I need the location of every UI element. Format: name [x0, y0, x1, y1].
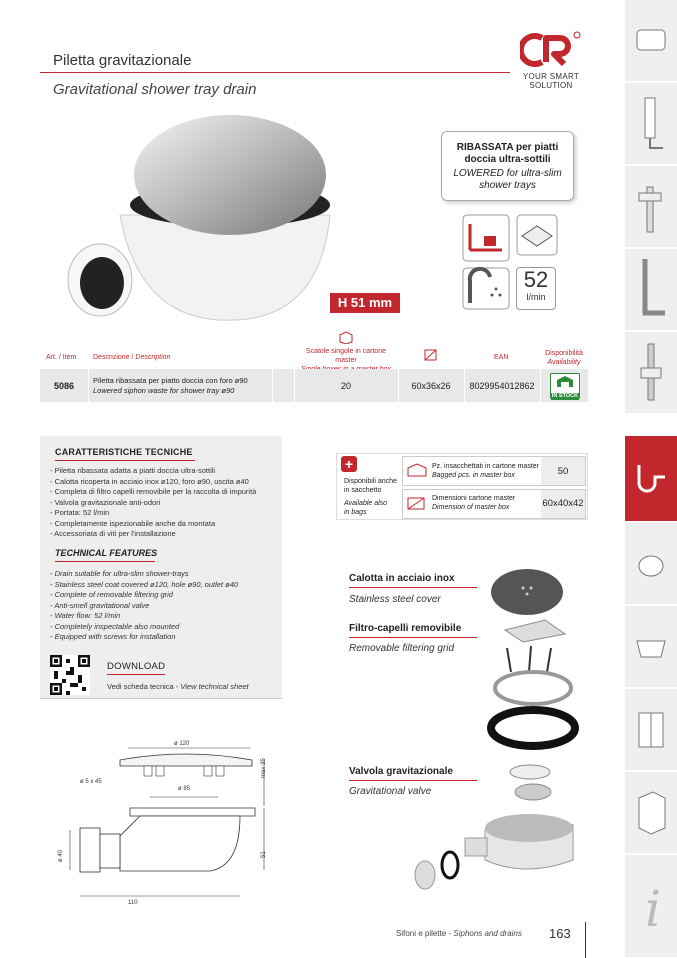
tech-title-underline	[55, 460, 195, 461]
list-item: - Drain suitable for ultra-slim shower-trays	[50, 569, 189, 578]
tech-title-it: CARATTERISTICHE TECNICHE	[55, 447, 193, 457]
sidetab-siphons[interactable]	[625, 436, 677, 522]
list-item: - Valvola gravitazionale anti-odori	[50, 497, 161, 507]
footer-section-en: Siphons and drains	[453, 929, 522, 938]
col-boxes-it: Scatole singole in cartone master	[305, 348, 387, 364]
master-dim-label-en: Dimension of master box	[432, 504, 510, 511]
logo-tagline-2: SOLUTION	[529, 81, 573, 90]
logo-tagline	[516, 72, 586, 90]
list-item: - Anti-smell gravitational valve	[50, 600, 150, 610]
lowered-badge	[441, 131, 574, 201]
cover-label-it: Calotta in acciaio inox	[349, 573, 455, 584]
filter-label-it: Filtro-capelli removibile	[349, 623, 462, 634]
sidetab-info[interactable]	[625, 855, 677, 958]
bagged-label-en: Bagged pcs. in master box	[432, 472, 515, 479]
dim-d5x45: ø 5 x 45	[80, 779, 102, 785]
valve-label-en: Gravitational valve	[349, 786, 432, 797]
dim-d40: ø 40	[58, 849, 64, 862]
in-stock-badge	[550, 373, 580, 399]
list-item: - Completamente ispezionabile anche da montata	[50, 518, 216, 528]
list-item: - Portata: 52 l/min	[50, 508, 110, 517]
list-item: - Stainless steel coat covered ø120, hole ø90, outlet ø40	[50, 579, 239, 589]
lowered-text-it: RIBASSATA per piatti doccia ultra-sottili	[456, 142, 559, 165]
footer-section	[396, 929, 522, 938]
svg-text:i: i	[645, 880, 661, 936]
tech-title-en: TECHNICAL FEATURES	[55, 548, 158, 558]
panel-divider	[40, 698, 282, 699]
tech-title-en-underline	[55, 561, 155, 562]
tech-list-en	[50, 569, 278, 643]
dim-max35: max 35	[261, 758, 267, 778]
download-title[interactable]: DOWNLOAD	[107, 661, 166, 672]
row-boxes: 20	[340, 380, 351, 391]
dim-w110: 110	[128, 900, 138, 906]
col-availability-en: Availability	[547, 359, 581, 366]
slim-tray-icon	[462, 214, 510, 262]
download-link[interactable]	[107, 682, 249, 691]
cell-divider	[88, 369, 89, 402]
master-dim-icon	[406, 495, 428, 516]
shower-box-icon	[633, 788, 669, 838]
title-divider	[40, 72, 510, 73]
list-item: - Equipped with screws for installation	[50, 632, 176, 641]
list-item: - Complete of removable filtering grid	[50, 590, 173, 599]
brand-logo	[520, 30, 582, 70]
tech-list-it	[50, 466, 278, 540]
page-subtitle: Gravitational shower tray drain	[53, 81, 257, 98]
sink-icon	[633, 627, 669, 667]
flow-rate-unit: l/min	[526, 292, 546, 302]
cell-divider	[540, 369, 541, 402]
flush-valve-icon	[633, 338, 669, 408]
height-badge: H 51 mm	[330, 293, 400, 313]
master-dim-label	[432, 494, 515, 512]
sidetab-sink[interactable]	[625, 606, 677, 688]
col-ean-header: EAN	[494, 354, 509, 361]
product-image	[60, 105, 360, 345]
dim-d120: ø 120	[174, 741, 190, 747]
siphon-icon	[633, 461, 669, 497]
dim-h51: 51	[261, 851, 267, 858]
warehouse-icon	[555, 374, 575, 388]
sidetab-flush-pipe[interactable]	[625, 83, 677, 165]
info-icon	[633, 876, 669, 936]
sidetab-toilet-seat[interactable]	[625, 523, 677, 605]
dim-d85: ø 85	[178, 786, 191, 792]
cistern-icon	[633, 26, 669, 56]
page-number: 163	[549, 926, 571, 941]
list-item: - Calotta ricoperta in acciaio inox ø120, foro ø90, uscita ø40	[50, 476, 249, 486]
box-dimension-icon	[424, 347, 438, 366]
row-dimensions: 60x36x26	[411, 380, 451, 391]
download-underline	[107, 674, 165, 675]
bag-box-icon	[406, 462, 428, 483]
bagged-label	[432, 462, 539, 480]
bag-note-it-1: Disponibili anche	[344, 478, 397, 485]
col-description-header	[93, 354, 170, 361]
page-title: Piletta gravitazionale	[53, 52, 192, 69]
shower-tray-icon	[516, 214, 558, 256]
logo-tagline-1: YOUR SMART	[522, 72, 580, 81]
master-dim-label-it: Dimensioni cartone master	[432, 495, 516, 502]
bagged-value: 50	[557, 466, 569, 477]
col-item-header: Art. / Item	[46, 354, 77, 361]
col-description-en: Description	[135, 354, 171, 361]
plus-icon: +	[341, 456, 357, 472]
shower-head-icon	[462, 267, 510, 310]
bagged-label-it: Pz. insacchettati in cartone master	[432, 463, 539, 470]
list-item: - Accessoriata di viti per l'installazione	[50, 529, 176, 538]
sidetab-shower-box[interactable]	[625, 772, 677, 854]
col-description-it: Descrizione /	[93, 354, 136, 361]
master-dim-value: 60x40x42	[542, 498, 584, 509]
sidetab-flush-valve[interactable]	[625, 332, 677, 414]
qr-code[interactable]	[50, 655, 90, 695]
sidetab-cistern[interactable]	[625, 0, 677, 82]
cabinet-icon	[633, 705, 669, 755]
row-description	[93, 369, 273, 402]
list-item: - Completa di filtro capelli removibile per la raccolta di impurità	[50, 487, 257, 496]
download-text-en: View technical sheet	[180, 682, 249, 691]
download-text-it: Vedi scheda tecnica -	[107, 682, 181, 691]
filter-label-en: Removable filtering grid	[349, 643, 455, 654]
list-item: - Piletta ribassata adatta a piatti doccia ultra-sottili	[50, 466, 216, 475]
sidetab-cabinet[interactable]	[625, 689, 677, 771]
lowered-text-en: LOWERED for ultra-slim shower trays	[453, 168, 562, 191]
sidetab-fill-valve[interactable]	[625, 166, 677, 248]
row-desc-en: Lowered siphon waste for shower tray ø90	[93, 385, 235, 395]
bag-note-it-2: in sacchetto	[344, 487, 382, 494]
sidetab-pipe[interactable]	[625, 249, 677, 331]
exploded-view	[405, 560, 615, 900]
row-item: 5086	[53, 380, 75, 391]
col-availability-it: Disponibilità	[545, 350, 583, 357]
toilet-seat-icon	[633, 544, 669, 584]
flush-pipe-icon	[633, 94, 669, 154]
pipe-icon	[633, 255, 669, 325]
row-ean: 8029954012862	[469, 380, 535, 391]
list-item: - Completely inspectable also mounted	[50, 621, 180, 631]
cover-label-en: Stainless steel cover	[349, 594, 441, 605]
fill-valve-icon	[633, 177, 669, 237]
footer-divider	[585, 922, 586, 958]
row-desc-it: Piletta ribassata per piatto doccia con foro ø90	[93, 375, 248, 385]
col-availability-header	[540, 349, 588, 367]
footer-section-it: Sifoni e pilette -	[396, 929, 454, 938]
valve-label-it: Valvola gravitazionale	[349, 766, 453, 777]
in-stock-label: IN STOCK	[551, 393, 579, 399]
flow-rate-value: 52	[523, 267, 549, 292]
bag-note-en-1: Available also	[344, 500, 388, 507]
list-item: - Water flow: 52 l/min	[50, 611, 121, 620]
flow-rate-badge	[516, 267, 556, 310]
bag-note-en-2: in bags	[344, 509, 367, 516]
technical-drawing	[40, 736, 290, 911]
